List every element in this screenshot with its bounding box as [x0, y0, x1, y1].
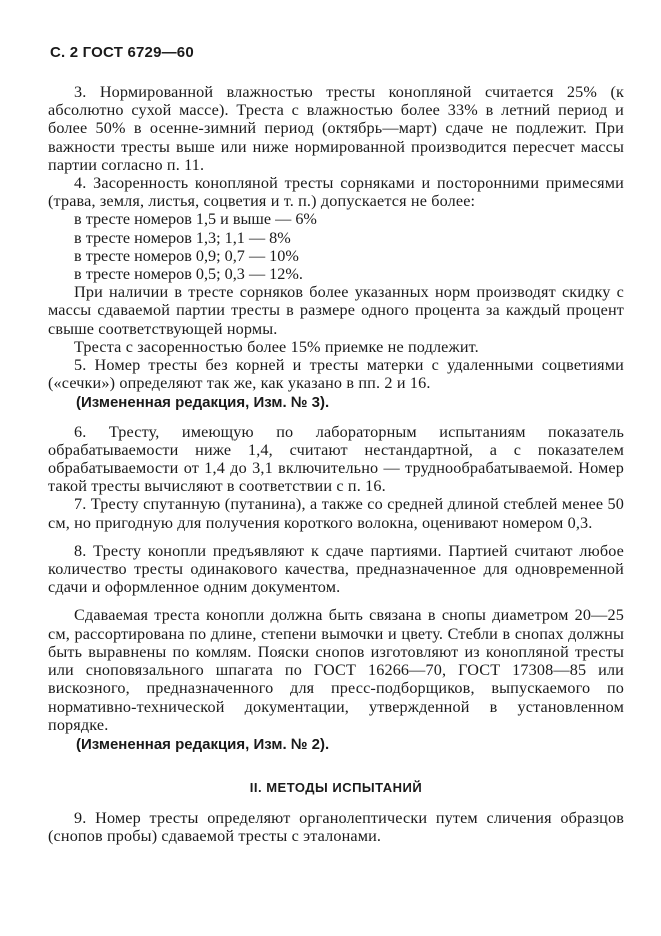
paragraph-4: 4. Засоренность конопляной тресты сорняками и посторонними примесями (трава, земля, листья, соцветия и т. п.) допускается не более: [48, 174, 624, 211]
section-heading: II. МЕТОДЫ ИСПЫТАНИЙ [249, 780, 423, 796]
list-item: в тресте номеров 1,3; 1,1 — 8% [74, 228, 291, 247]
list-item: в тресте номеров 1,5 и выше — 6% [74, 210, 317, 229]
page-header: С. 2 ГОСТ 6729—60 [50, 44, 194, 61]
amendment-note-3: (Измененная редакция, Изм. № 3). [76, 394, 330, 412]
contamination-list [48, 210, 624, 283]
paragraph-8b: Сдаваемая треста конопли должна быть связана в снопы диаметром 20—25 см, рассортирована по длине, степени вымочки и цвету. Стебли в снопах должны быть выравнены по комлям. Пояски снопов изготовляют из конопляной тресты или сноповязального шпагата по ГОСТ 16266—70, ГОСТ 17308—85 или вискозного, предназначенного для пресс-подборщиков, выпускаемого по нормативно-технической документации, утвержденной в установленном порядке. [48, 606, 624, 734]
list-item: в тресте номеров 0,9; 0,7 — 10% [74, 246, 299, 265]
paragraph-3: 3. Нормированной влажностью тресты конопляной считается 25% (к абсолютно сухой массе). Треста с влажностью более 33% в летний период и более 50% в осенне-зимний период (октябрь—март) сдаче не подлежит. При важности тресты выше или ниже нормированной производится пересчет массы партии согласно п. 11. [48, 83, 624, 174]
paragraph-6: 6. Тресту, имеющую по лабораторным испытаниям показатель обрабатываемости ниже 1,4, считают нестандартной, а с показателем обрабатываемости от 1,4 до 3,1 включительно — труднообрабатываемой. Номер такой тресты вычисляют в соответствии с п. 16. [48, 422, 624, 496]
paragraph-4c: Треста с засоренностью более 15% приемке не подлежит. [74, 337, 479, 356]
paragraph-4b: При наличии в тресте сорняков более указанных норм производят скидку с массы сдаваемой партии тресты в размере одного процента за каждый процент свыше соответствующей нормы. [48, 283, 624, 338]
list-item: в тресте номеров 0,5; 0,3 — 12%. [74, 265, 303, 284]
paragraph-5: 5. Номер тресты без корней и тресты матерки с удаленными соцветиями («сечки») определяют так же, как указано в пп. 2 и 16. [48, 356, 624, 393]
amendment-note-2: (Измененная редакция, Изм. № 2). [76, 735, 330, 753]
paragraph-9: 9. Номер тресты определяют органолептически путем сличения образцов (снопов пробы) сдаваемой тресты с эталонами. [48, 809, 624, 846]
paragraph-8: 8. Тресту конопли предъявляют к сдаче партиями. Партией считают любое количество тресты одинакового качества, предназначенное для одновременной сдачи и оформленное одним документом. [48, 541, 624, 597]
paragraph-7: 7. Тресту спутанную (путанина), а также со средней длиной стеблей менее 50 см, но пригодную для получения короткого волокна, оценивают номером 0,3. [48, 495, 624, 532]
document-page [48, 36, 624, 846]
